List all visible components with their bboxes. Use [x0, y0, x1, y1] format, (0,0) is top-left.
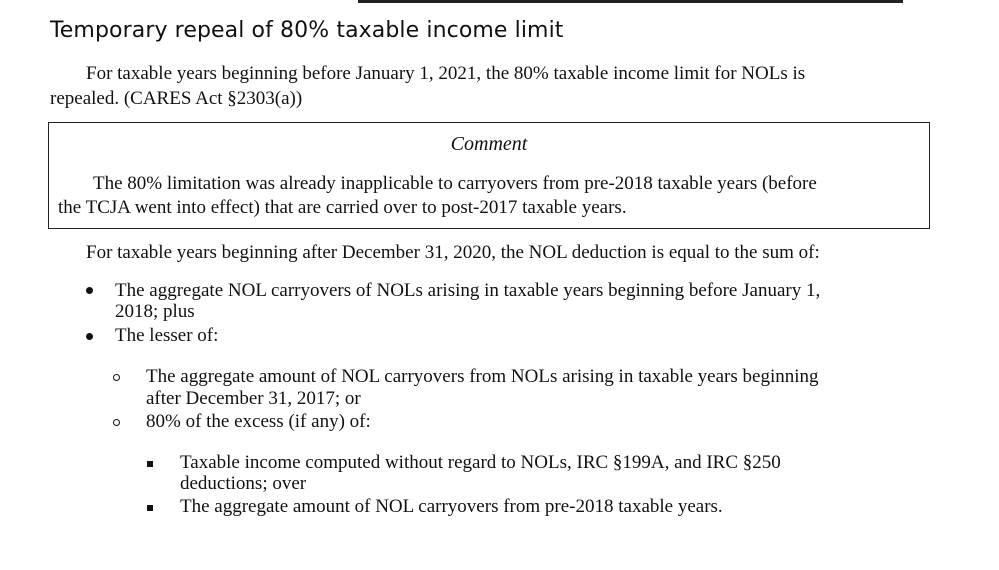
lead-sentence: For taxable years beginning after December 31, 2020, the NOL deduction is equal to the sum of: — [86, 242, 820, 263]
square-bullet-icon — [147, 461, 153, 467]
bullet-icon — [86, 287, 93, 294]
sub-sub-bullet-2-line-1: The aggregate amount of NOL carryovers from pre-2018 taxable years. — [180, 496, 723, 517]
bullet-icon — [86, 333, 93, 340]
sub-sub-bullet-1-line-2: deductions; over — [180, 473, 307, 494]
comment-line-1: The 80% limitation was already inapplicable to carryovers from pre-2018 taxable years (before — [93, 173, 817, 194]
comment-title: Comment — [450, 133, 528, 155]
circle-bullet-icon — [113, 374, 120, 381]
square-bullet-icon — [147, 505, 153, 511]
comment-box — [48, 122, 930, 229]
circle-bullet-icon — [113, 419, 120, 426]
bullet-2-line-1: The lesser of: — [115, 325, 219, 346]
bullet-1-line-1: The aggregate NOL carryovers of NOLs arising in taxable years beginning before January 1, — [115, 280, 821, 301]
sub-bullet-1-line-1: The aggregate amount of NOL carryovers from NOLs arising in taxable years beginning — [146, 366, 819, 387]
comment-line-2: the TCJA went into effect) that are carried over to post-2017 taxable years. — [58, 197, 627, 218]
section-heading: Temporary repeal of 80% taxable income limit — [50, 18, 564, 43]
sub-bullet-2-line-1: 80% of the excess (if any) of: — [146, 411, 371, 432]
intro-line-2: repealed. (CARES Act §2303(a)) — [50, 88, 303, 109]
top-divider — [358, 0, 903, 3]
sub-sub-bullet-1-line-1: Taxable income computed without regard to NOLs, IRC §199A, and IRC §250 — [180, 452, 781, 473]
bullet-1-line-2: 2018; plus — [115, 301, 195, 322]
intro-line-1: For taxable years beginning before January 1, 2021, the 80% taxable income limit for NOLs is — [86, 63, 806, 84]
sub-bullet-1-line-2: after December 31, 2017; or — [146, 388, 361, 409]
